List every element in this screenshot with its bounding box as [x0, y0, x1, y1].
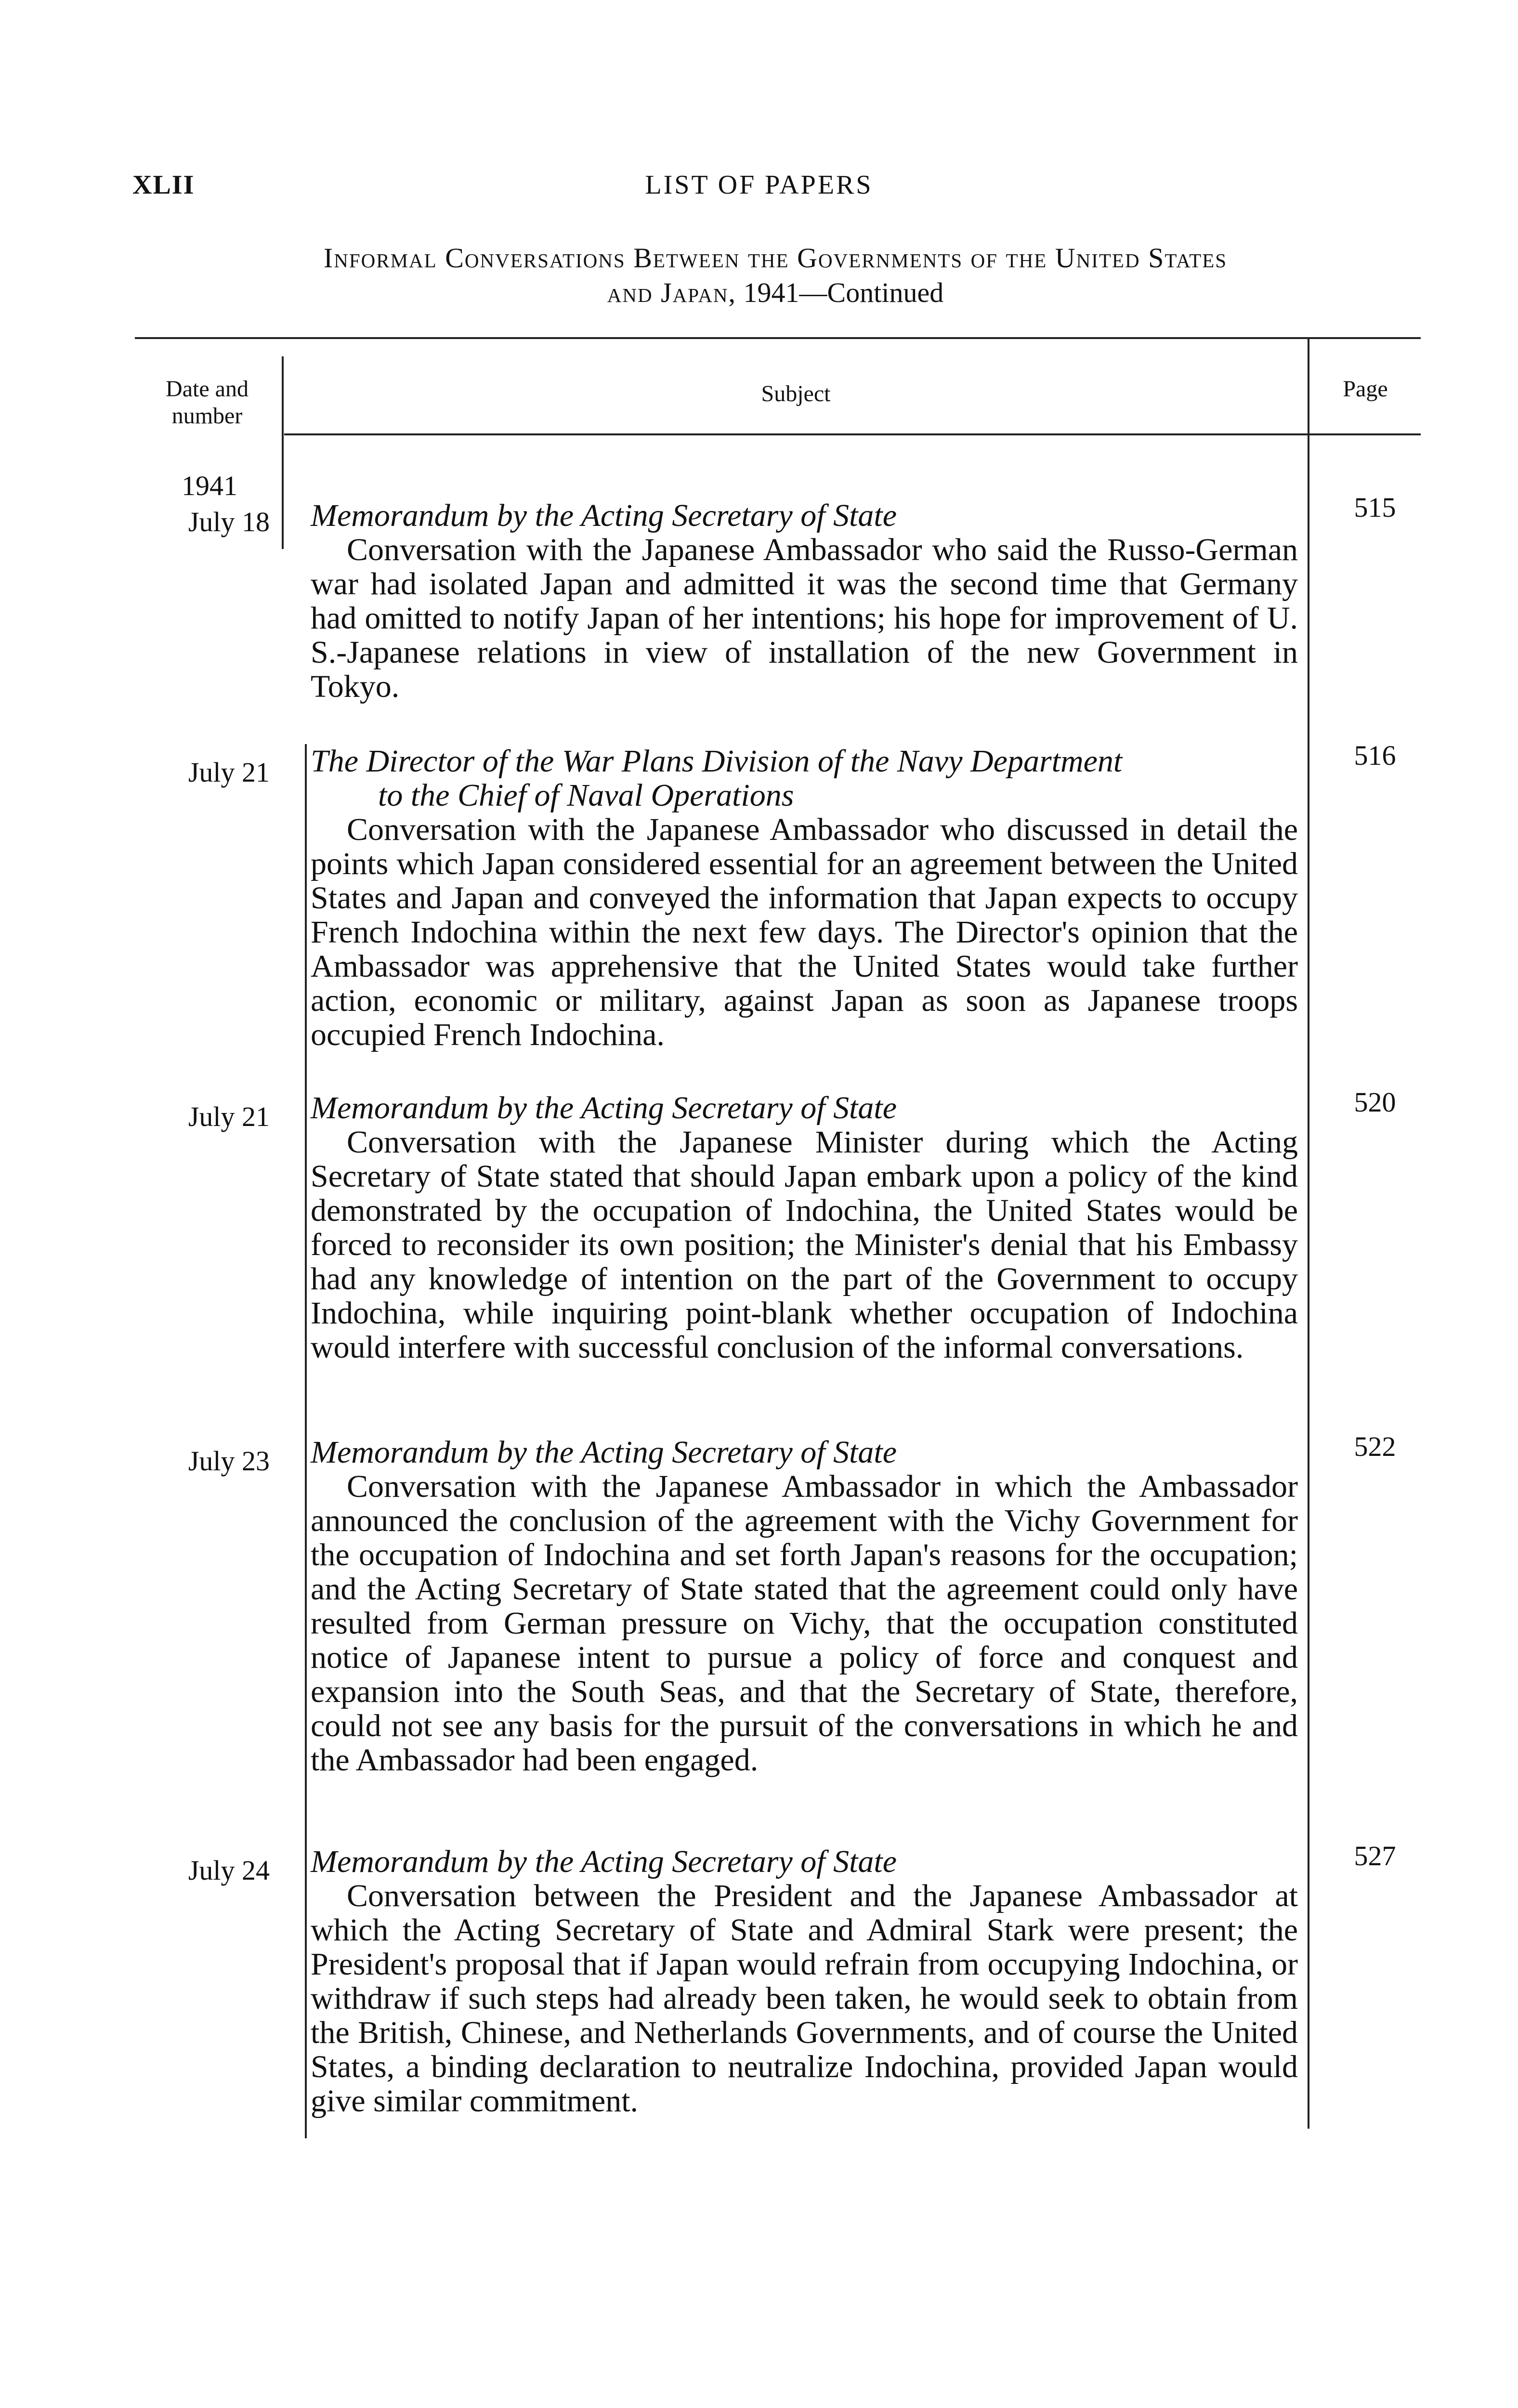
entry-page-ref: 516 [1354, 740, 1396, 771]
entry-date: July 23 [188, 1445, 270, 1477]
entry-title: The Director of the War Plans Division of the Navy Department [311, 744, 1123, 779]
page-number: XLII [132, 170, 195, 200]
entry-body: Conversation with the Japanese Ambassador in which the Ambassador announced the conclusion of the agreement with the Vichy Government for the occupation of Indochina and set forth Japan's reasons for the occupation; and the Acting Secretary of State stated that the agreement could only have resulted from German pressure on Vichy, that the occupation constituted notice of Japanese intent to pursue a policy of force and conquest and expansion into the South Seas, and that the Secretary of State, therefore, could not see any basis for the pursuit of the conversations in which he and the Ambassador had been engaged. [311, 1469, 1298, 1778]
entry-subject [311, 744, 1298, 1052]
entry-body: Conversation with the Japanese Ambassador who discussed in detail the points which Japan considered essential for an agreement between the United States and Japan and conveyed the information that Japan expects to occupy French Indochina within the next few days. The Director's opinion that the Ambassador was apprehensive that the United States would take further action, economic or military, against Japan as soon as Japanese troops occupied French Indochina. [311, 812, 1298, 1052]
page-column-divider [1308, 337, 1309, 2129]
entry-page-ref: 515 [1354, 492, 1396, 523]
table-top-rule [135, 337, 1421, 339]
table-header-rule [284, 433, 1421, 435]
section-title [125, 241, 1426, 310]
page-column-header: Page [1343, 376, 1388, 402]
date-column-header: Date and number [166, 376, 249, 429]
section-title-line-1 [125, 241, 1426, 275]
subject-column-header: Subject [761, 381, 831, 406]
entry-page-ref: 522 [1354, 1431, 1396, 1462]
entry-subject [311, 1435, 1298, 1777]
entry-date: July 21 [188, 757, 270, 788]
entry-subject [311, 1091, 1298, 1364]
section-title-line-1-text: Informal Conversations Between the Governments of the United States [323, 242, 1228, 274]
entry-year: 1941 [182, 470, 237, 501]
entry-title: Memorandum by the Acting Secretary of State [311, 1090, 897, 1125]
entry-title-continuation: to the Chief of Naval Operations [378, 778, 794, 813]
section-title-line-2-smallcaps: and Japan, [607, 277, 737, 308]
section-title-line-2 [125, 275, 1426, 310]
entry-body: Conversation between the President and the Japanese Ambassador at which the Acting Secretary of State and Admiral Stark were present; the President's proposal that if Japan would refrain from occupying Indochina, or withdraw if such steps had already been taken, he would seek to obtain from the British, Chinese, and Netherlands Governments, and of course the United States, a binding declaration to neutralize Indochina, provided Japan would give similar commitment. [311, 1878, 1298, 2119]
entry-title: Memorandum by the Acting Secretary of State [311, 1844, 897, 1879]
running-head: LIST OF PAPERS [645, 170, 873, 200]
entry-title: Memorandum by the Acting Secretary of State [311, 498, 897, 533]
subject-left-divider [305, 744, 307, 2138]
entry-page-ref: 527 [1354, 1840, 1396, 1871]
entry-date: July 21 [188, 1101, 270, 1132]
date-column-divider [282, 356, 284, 549]
entry-page-ref: 520 [1354, 1086, 1396, 1118]
entry-body: Conversation with the Japanese Ambassador who said the Russo-German war had isolated Japan and admitted it was the second time that Germany had omitted to notify Japan of her intentions; his hope for improvement of U. S.-Japanese relations in view of installation of the new Government in Tokyo. [311, 532, 1298, 704]
section-title-line-2-rest: 1941—Continued [736, 277, 944, 308]
entry-date: July 18 [188, 506, 270, 537]
entry-body: Conversation with the Japanese Minister during which the Acting Secretary of State stated that should Japan embark upon a policy of the kind demonstrated by the occupation of Indochina, the United States would be forced to reconsider its own position; the Minister's denial that his Embassy had any knowledge of intention on the part of the Government to occupy Indochina, while inquiring point-blank whether occupation of Indochina would interfere with successful conclusion of the informal conversations. [311, 1125, 1298, 1365]
entry-subject [311, 1845, 1298, 2118]
entry-title: Memorandum by the Acting Secretary of State [311, 1435, 897, 1470]
entry-subject [311, 498, 1298, 704]
entry-date: July 24 [188, 1855, 270, 1886]
